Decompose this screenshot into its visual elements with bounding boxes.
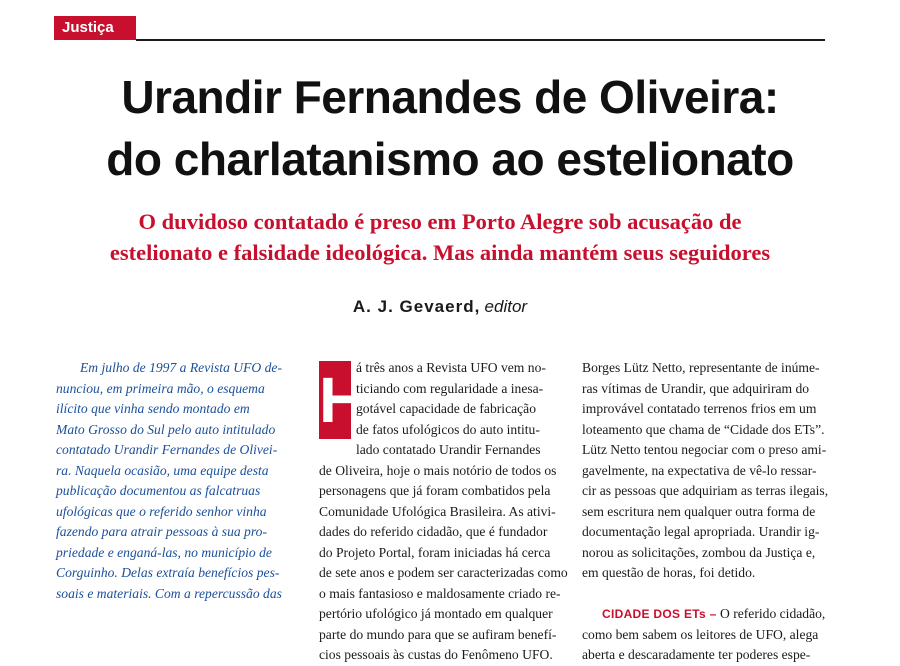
lead-line: fazendo para atrair pessoas à sua pro-: [56, 524, 267, 539]
body-line: sem escritura nem qualquer outra forma de: [582, 503, 816, 519]
lead-line: ilícito que vinha sendo montado em: [56, 401, 250, 416]
drop-cap: H: [319, 361, 351, 439]
headline: [0, 66, 900, 190]
body-line: lado contatado Urandir Fernandes: [356, 442, 541, 457]
body-line: em questão de horas, foi detido.: [582, 565, 756, 580]
body-line: personagens que já foram combatidos pela: [319, 483, 551, 498]
body-line: cir as pessoas que adquiriam as terras ilegais,: [582, 483, 829, 498]
body-line: á três anos a Revista UFO vem no-: [356, 360, 546, 375]
body-line: de sete anos e podem ser caracterizadas como: [319, 565, 568, 580]
subtitle-line-1: O duvidoso contatado é preso em Porto Alegre sob acusação de: [138, 209, 742, 234]
body-line: parte do mundo para que se aufiram benefí-: [319, 626, 557, 642]
body-line: de fatos ufológicos do auto intitu-: [356, 421, 540, 437]
header-rule: [136, 39, 825, 41]
subtitle-line-2: estelionato e falsidade ideológica. Mas ainda mantém seus seguidores: [109, 240, 771, 265]
body-line: de Oliveira, hoje o mais notório de todos os: [319, 462, 557, 478]
headline-line-1: Urandir Fernandes de Oliveira:: [121, 71, 779, 123]
body-line: como bem sabem os leitores de UFO, alega: [582, 626, 819, 642]
subhead-text: O referido cidadão,: [716, 606, 826, 621]
lead-column: [56, 358, 300, 606]
lead-line: Em julho de 1997 a Revista UFO de-: [80, 360, 282, 375]
body-line: gotável capacidade de fabricação: [356, 401, 536, 416]
body-line: o mais fantasioso e maldosamente criado re-: [319, 585, 561, 601]
subhead-line: [582, 604, 826, 625]
lead-line: publicação documentou as falcatruas: [56, 483, 261, 498]
body-line: do Projeto Portal, foram iniciadas há cerca: [319, 544, 551, 560]
lead-line: Mato Grosso do Sul pelo auto intitulado: [56, 421, 276, 437]
lead-line: contatado Urandir Fernandes de Olivei-: [56, 442, 278, 457]
lead-line: nunciou, em primeira mão, o esquema: [56, 380, 265, 396]
lead-line: Corguinho. Delas extraía benefícios pes-: [56, 565, 280, 580]
paragraph-gap: [582, 584, 826, 605]
body-line: ras vítimas de Urandir, que adquiriram do: [582, 380, 810, 396]
body-line: Comunidade Ufológica Brasileira. As ativi-: [319, 503, 556, 519]
body-line: pertório ufológico já montado em qualquer: [319, 606, 553, 621]
body-line: Borges Lütz Netto, representante de inúme-: [582, 360, 820, 375]
lead-line: ra. Naquela ocasião, uma equipe desta: [56, 462, 269, 478]
byline: [0, 297, 880, 317]
author-name: A. J. Gevaerd,: [352, 297, 481, 316]
subtitle: [0, 206, 880, 268]
body-line: gavelmente, na expectativa de vê-lo ressar-: [582, 462, 817, 478]
body-line: improvável contatado terrenos frios em um: [582, 401, 817, 416]
body-line: Lütz Netto tentou negociar com o preso ami-: [582, 442, 827, 457]
body-line: ticiando com regularidade a inesa-: [356, 380, 544, 396]
section-tag: Justiça: [54, 16, 136, 40]
body-line: norou as solicitações, zombou da Justiça e,: [582, 544, 816, 560]
lead-line: soais e materiais. Com a repercussão das: [56, 585, 282, 601]
body-line: documentação legal apropriada. Urandir ig-: [582, 524, 820, 539]
body-line: dades do referido cidadão, que é fundador: [319, 524, 548, 539]
body-column-2: [319, 358, 568, 662]
lead-line: priedade e enganá-las, no município de: [56, 544, 272, 560]
body-line: aberta e descaradamente ter poderes espe-: [582, 647, 811, 662]
author-role: editor: [484, 297, 528, 316]
lead-line: ufológicas que o referido senhor vinha: [56, 503, 267, 519]
body-line: loteamento que chama de “Cidade dos ETs”.: [582, 421, 825, 437]
body-line: cios pessoais às custas do Fenômeno UFO.: [319, 647, 553, 662]
headline-line-2: do charlatanismo ao estelionato: [106, 133, 794, 185]
subhead: CIDADE DOS ETs –: [602, 607, 717, 621]
body-column-3: [582, 358, 829, 662]
